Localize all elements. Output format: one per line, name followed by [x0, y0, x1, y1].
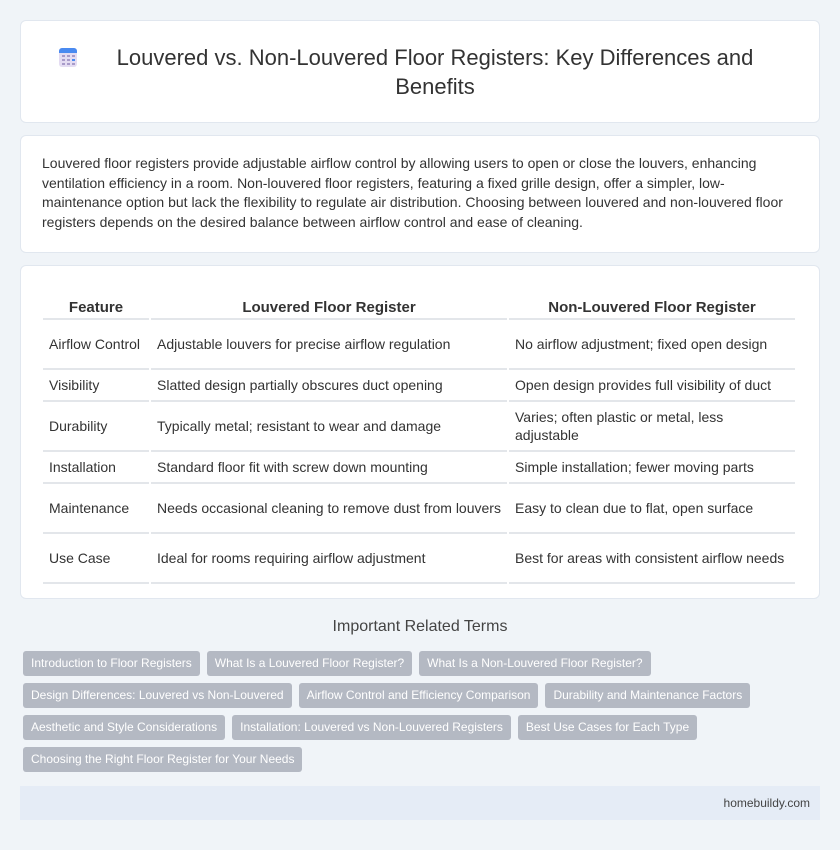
table-row [43, 402, 795, 452]
louvered-cell: Adjustable louvers for precise airflow regulation [151, 320, 507, 370]
louvered-cell: Slatted design partially obscures duct opening [151, 370, 507, 402]
table-row [43, 370, 795, 402]
feature-cell: Use Case [43, 534, 149, 584]
comparison-table-card [20, 265, 820, 599]
table-row [43, 484, 795, 534]
non-louvered-cell: Varies; often plastic or metal, less adjustable [509, 402, 795, 452]
column-header-louvered: Louvered Floor Register [151, 296, 507, 320]
non-louvered-cell: Simple installation; fewer moving parts [509, 452, 795, 484]
non-louvered-cell: Open design provides full visibility of duct [509, 370, 795, 402]
non-louvered-cell: No airflow adjustment; fixed open design [509, 320, 795, 370]
feature-cell: Maintenance [43, 484, 149, 534]
related-term-tag[interactable]: Best Use Cases for Each Type [518, 715, 697, 740]
related-terms-list [23, 651, 823, 772]
non-louvered-cell: Best for areas with consistent airflow needs [509, 534, 795, 584]
related-term-tag[interactable]: Aesthetic and Style Considerations [23, 715, 225, 740]
related-terms-heading: Important Related Terms [332, 618, 508, 635]
intro-card [20, 135, 820, 253]
table-header-row [43, 296, 795, 320]
related-term-tag[interactable]: What Is a Louvered Floor Register? [207, 651, 412, 676]
louvered-cell: Standard floor fit with screw down mounting [151, 452, 507, 484]
louvered-cell: Typically metal; resistant to wear and damage [151, 402, 507, 452]
related-term-tag[interactable]: Design Differences: Louvered vs Non-Louvered [23, 683, 292, 708]
related-term-tag[interactable]: Choosing the Right Floor Register for Your Needs [23, 747, 302, 772]
related-term-tag[interactable]: Installation: Louvered vs Non-Louvered Registers [232, 715, 511, 740]
header-card [20, 20, 820, 123]
louvered-cell: Needs occasional cleaning to remove dust from louvers [151, 484, 507, 534]
feature-cell: Installation [43, 452, 149, 484]
related-term-tag[interactable]: Introduction to Floor Registers [23, 651, 200, 676]
column-header-feature: Feature [43, 296, 149, 320]
related-term-tag[interactable]: Airflow Control and Efficiency Comparison [299, 683, 539, 708]
column-header-non-louvered: Non-Louvered Floor Register [509, 296, 795, 320]
calendar-icon [59, 48, 77, 67]
louvered-cell: Ideal for rooms requiring airflow adjustment [151, 534, 507, 584]
table-row [43, 320, 795, 370]
table-row [43, 452, 795, 484]
table-row [43, 534, 795, 584]
feature-cell: Visibility [43, 370, 149, 402]
intro-paragraph: Louvered floor registers provide adjustable airflow control by allowing users to open or close the louvers, enhancing ventilation efficiency in a room. Non-louvered floor registers, featuring a fixed grille design, offer a simpler, low-maintenance option but lack the flexibility to regulate air distribution. Choosing between louvered and non-louvered floor registers depends on the desired balance between airflow control and ease of cleaning. [42, 155, 783, 230]
page-title: Louvered vs. Non-Louvered Floor Registers: Key Differences and Benefits [116, 44, 754, 99]
footer [20, 786, 820, 820]
related-term-tag[interactable]: Durability and Maintenance Factors [545, 683, 750, 708]
related-term-tag[interactable]: What Is a Non-Louvered Floor Register? [419, 651, 650, 676]
feature-cell: Durability [43, 402, 149, 452]
comparison-table [41, 296, 797, 584]
feature-cell: Airflow Control [43, 320, 149, 370]
footer-site-link[interactable]: homebuildy.com [723, 796, 810, 810]
non-louvered-cell: Easy to clean due to flat, open surface [509, 484, 795, 534]
